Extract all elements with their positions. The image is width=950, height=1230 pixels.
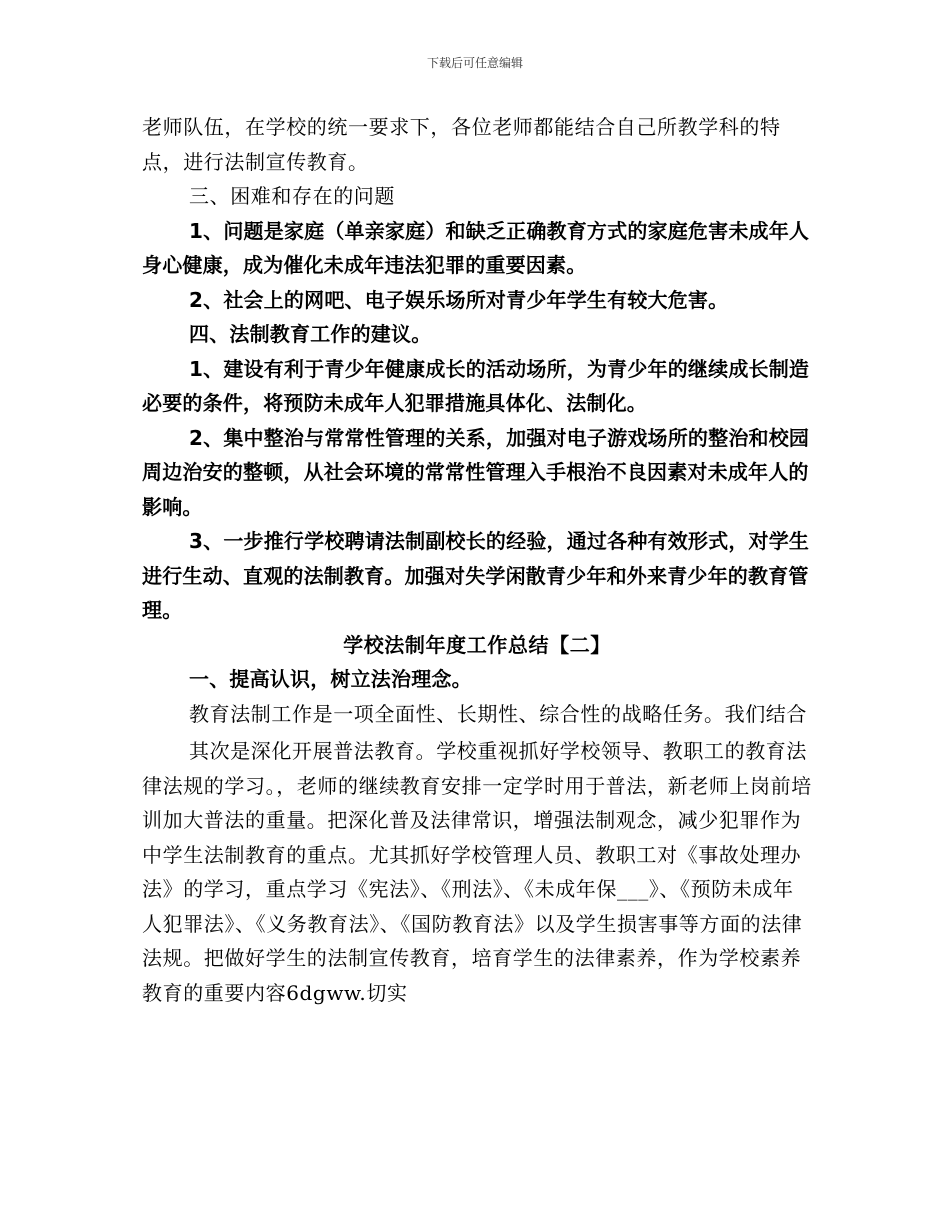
paragraph-legal-education-intro: 教育法制工作是一项全面性、长期性、综合性的战略任务。我们结合 [189, 701, 807, 726]
document-body [142, 110, 812, 1010]
paragraph-problem-1: 1、问题是家庭（单亲家庭）和缺乏正确教育方式的家庭危害未成年人身心健康，成为催化未成年违法犯罪的重要因素。 [142, 218, 810, 277]
section-heading-problems: 三、困难和存在的问题 [189, 184, 395, 208]
paragraph-teacher-team: 老师队伍，在学校的统一要求下，各位老师都能结合自己所教学科的特点，进行法制宣传教育。 [142, 115, 781, 174]
paragraph-suggestion-3: 3、一步推行学校聘请法制副校长的经验，通过各种有效形式，对学生进行生动、直观的法制教育。加强对失学闲散青少年和外来青少年的教育管理。 [142, 529, 810, 622]
paragraph-problem-2: 2、社会上的网吧、电子娱乐场所对青少年学生有较大危害。 [189, 287, 729, 312]
paragraph-legal-popularization: 其次是深化开展普法教育。学校重视抓好学校领导、教职工的教育法律法规的学习。，老师的继续教育安排一定学时用于普法，新老师上岗前培训加大普法的重量。把深化普及法律常识，增强法制观念，减少犯罪作为中学生法制教育的重点。尤其抓好学校管理人员、教职工对《事故处理办法》的学习，重点学习《宪法》、《刑法》、《未成年保___》、《预防未成年人犯罪法》、《义务教育法》、《国防教育法》以及学生损害事等方面的法律法规。把做好学生的法制宣传教育，培育学生的法律素养，作为学校素养教育的重要内容6dgww.切实 [142, 739, 812, 1005]
section-heading-awareness: 一、提高认识，树立法治理念。 [189, 667, 472, 691]
paragraph-suggestion-1: 1、建设有利于青少年健康成长的活动场所，为青少年的继续成长制造必要的条件，将预防未成年人犯罪措施具体化、法制化。 [142, 356, 810, 415]
section-heading-suggestions: 四、法制教育工作的建议。 [189, 322, 432, 346]
paragraph-suggestion-2: 2、集中整治与常常性管理的关系，加强对电子游戏场所的整治和校园周边治安的整顿，从社会环境的常常性管理入手根治不良因素对未成年人的影响。 [142, 425, 810, 519]
page-header: 下载后可任意编辑 [426, 56, 523, 70]
section-title-summary-two: 学校法制年度工作总结【二】 [343, 632, 611, 657]
